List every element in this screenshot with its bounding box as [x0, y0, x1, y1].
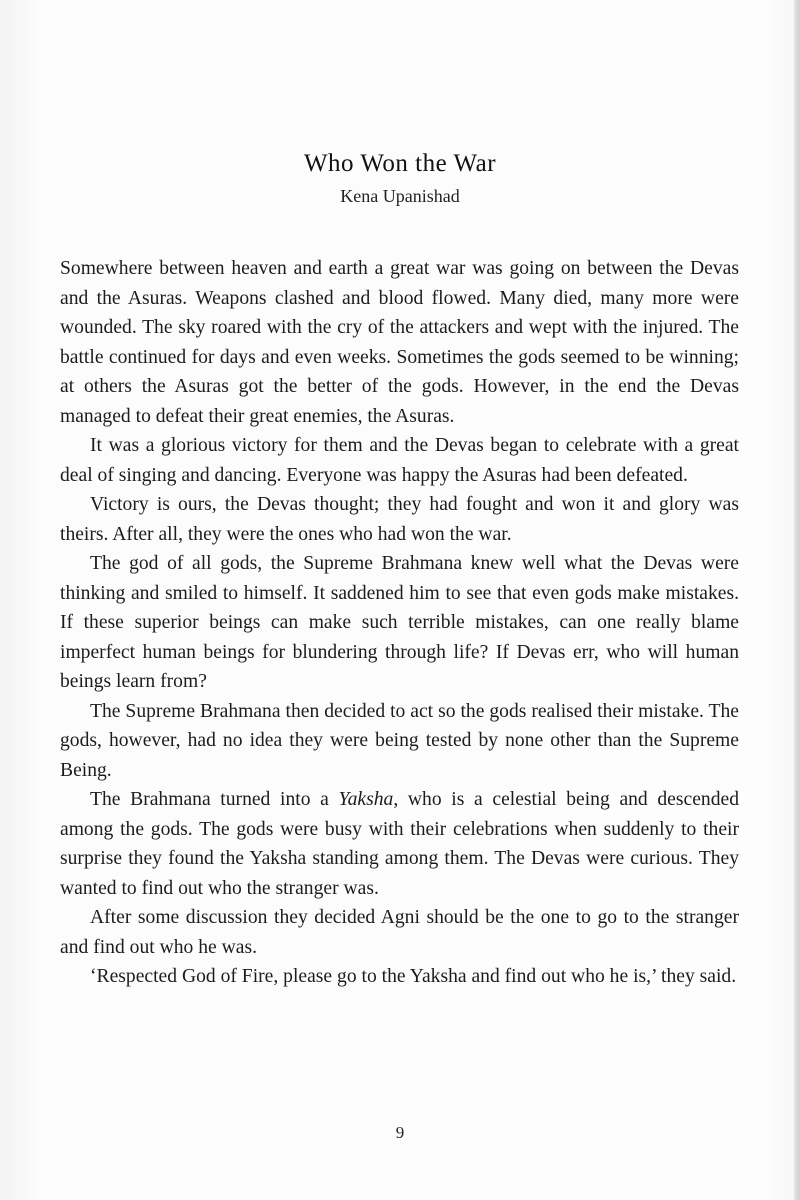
- paragraph-text: The Brahmana turned into a: [90, 789, 339, 810]
- paragraph: Victory is ours, the Devas thought; they had fought and won it and glory was theirs. After all, they were the ones who had won the war.: [60, 494, 739, 545]
- chapter-title: Who Won the War: [303, 150, 497, 177]
- chapter-body: [60, 254, 739, 992]
- paragraph: [60, 785, 739, 903]
- paragraph: Somewhere between heaven and earth a great war was going on between the Devas and the Asuras. Weapons clashed and blood flowed. Many died, many more were wounded. The sky roared with the cry of the attackers and wept with the injured. The battle continued for days and even weeks. Sometimes the gods seemed to be winning; at others the Asuras got the better of the gods. However, in the end the Devas managed to defeat their great enemies, the Asuras.: [60, 258, 739, 427]
- italic-term: Yaksha: [338, 789, 394, 810]
- paragraph: ‘Respected God of Fire, please go to the Yaksha and find out who he is,’ they said.: [90, 966, 737, 987]
- page-number: 9: [395, 1123, 405, 1142]
- chapter-subtitle: Kena Upanishad: [340, 186, 460, 206]
- page-edge-shadow: [794, 0, 800, 1200]
- paragraph: After some discussion they decided Agni should be the one to go to the stranger and find out who he was.: [60, 907, 739, 958]
- paragraph: The Supreme Brahmana then decided to act so the gods realised their mistake. The gods, however, had no idea they were being tested by none other than the Supreme Being.: [60, 700, 739, 781]
- paragraph: The god of all gods, the Supreme Brahmana knew well what the Devas were thinking and smiled to himself. It saddened him to see that even gods make mistakes. If these superior beings can make such terrible mistakes, can one really blame imperfect human beings for blundering through life? If Devas err, who will human beings learn from?: [60, 553, 739, 692]
- paragraph: It was a glorious victory for them and the Devas began to celebrate with a great deal of singing and dancing. Everyone was happy the Asuras had been defeated.: [60, 435, 739, 486]
- paragraph-text: , who is a celestial being and descended among the gods. The gods were busy with their celebrations when suddenly to their surprise they found the Yaksha standing among them. The Devas were curious. They wanted to find out who the stranger was.: [60, 789, 739, 899]
